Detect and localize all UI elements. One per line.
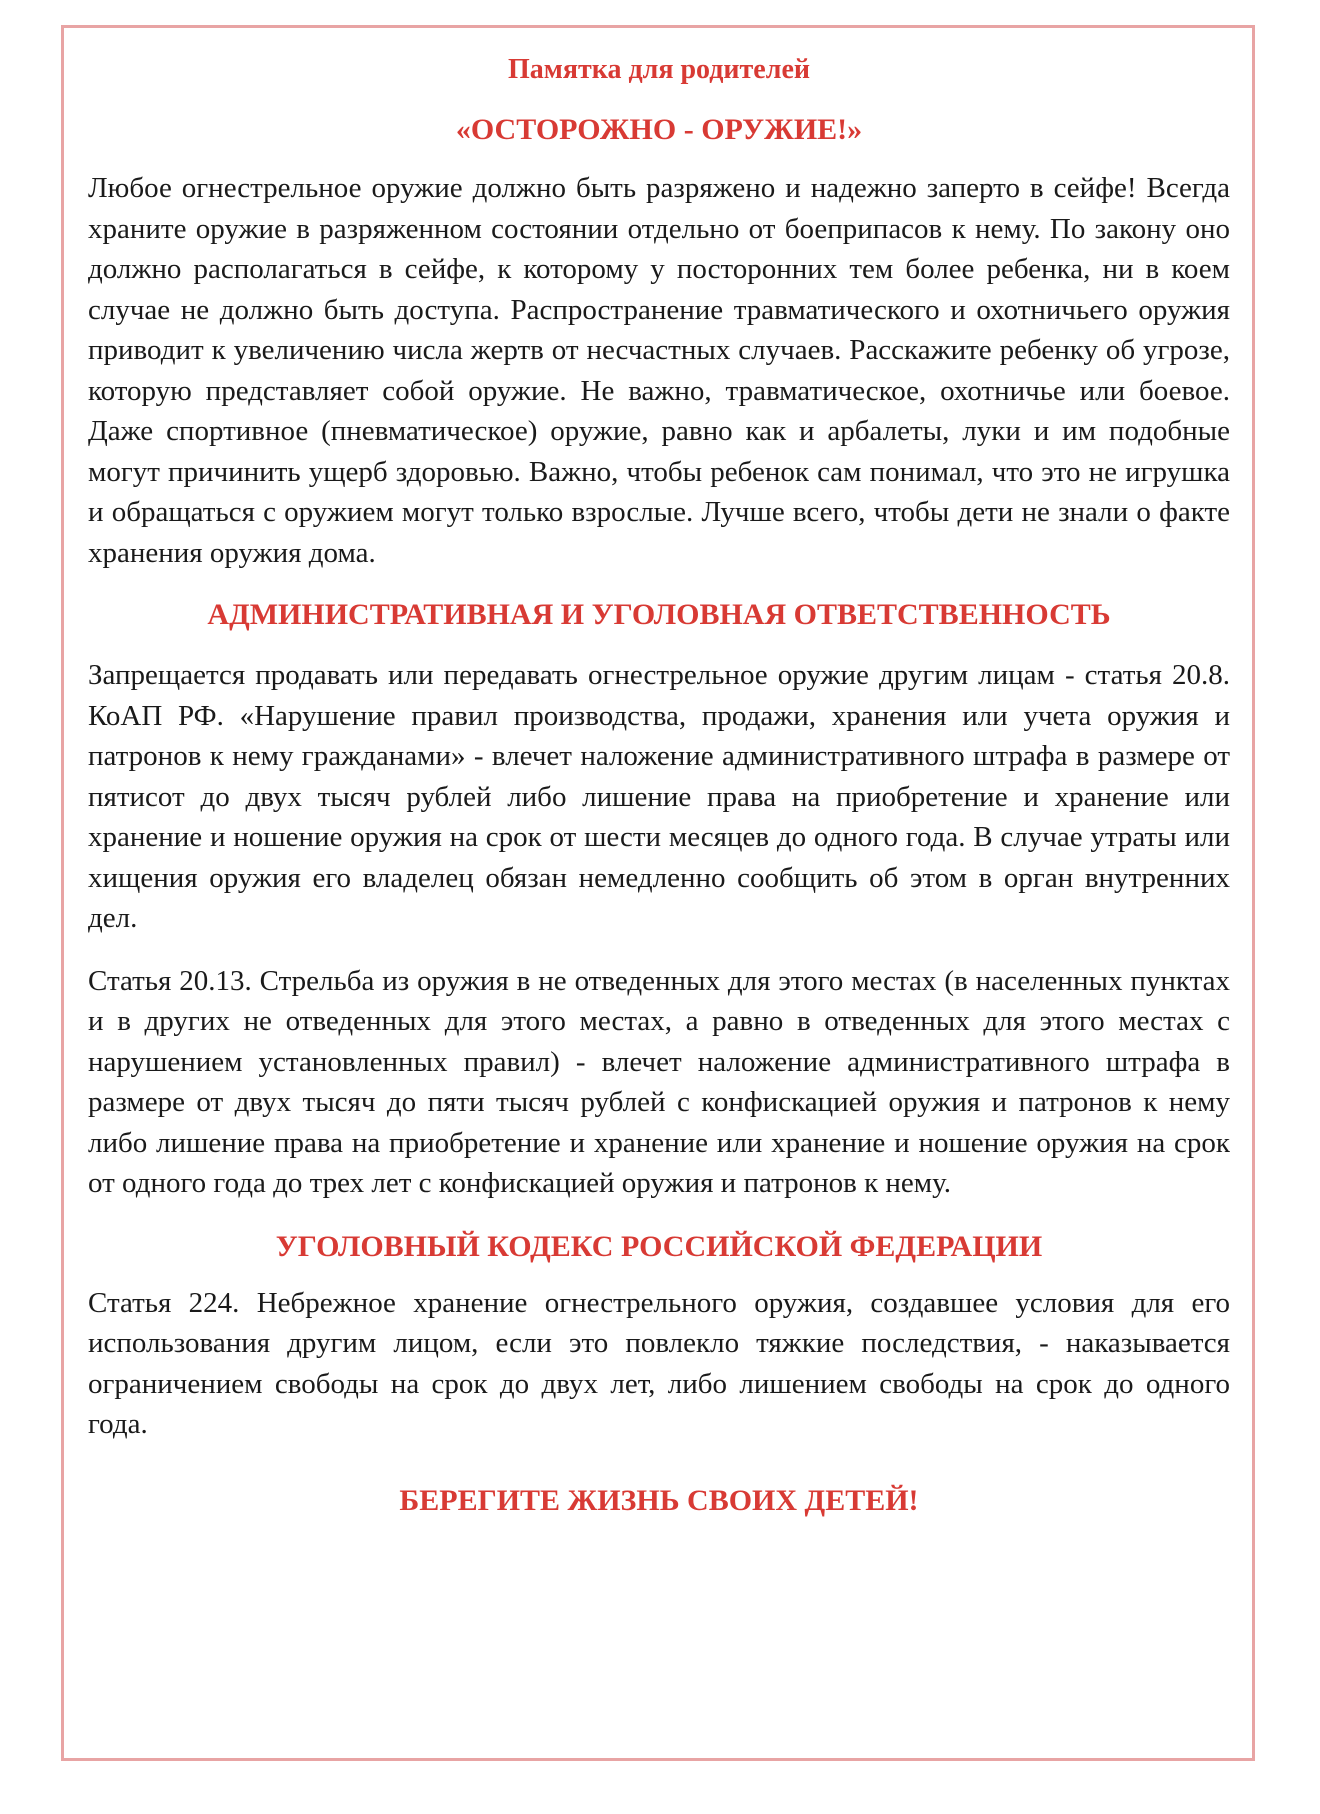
memo-title: «ОСТОРОЖНО - ОРУЖИЕ!» <box>455 113 863 146</box>
intro-paragraph: Любое огнестрельное оружие должно быть разряжено и надежно заперто в сейфе! Всегда храните оружие в разряженном состоянии отдельно от боеприпасов к нему. По закону оно должно располагаться в сейфе, к которому у посторонних тем более ребенка, ни в коем случае не должно быть доступа. Распространение травматического и охотничьего оружия приводит к увеличению числа жертв от несчастных случаев. Расскажите ребенку об угрозе, которую представляет собой оружие. Не важно, травматическое, охотничье или боевое. Даже спортивное (пневматическое) оружие, равно как и арбалеты, луки и им подобные могут причинить ущерб здоровью. Важно, чтобы ребенок сам понимал, что это не игрушка и обращаться с оружием могут только взрослые. Лучше всего, чтобы дети не знали о факте хранения оружия дома. <box>88 172 1230 569</box>
admin-liability-heading: АДМИНИСТРАТИВНАЯ И УГОЛОВНАЯ ОТВЕТСТВЕННОСТЬ <box>207 598 1111 631</box>
criminal-code-heading: УГОЛОВНЫЙ КОДЕКС РОССИЙСКОЙ ФЕДЕРАЦИИ <box>275 1229 1043 1263</box>
closing-slogan: БЕРЕГИТЕ ЖИЗНЬ СВОИХ ДЕТЕЙ! <box>399 1483 919 1517</box>
memo-subtitle: Памятка для родителей <box>508 54 810 85</box>
criminal-article-224-paragraph: Статья 224. Небрежное хранение огнестрельного оружия, создавшее условия для его использования другим лицом, если это повлекло тяжкие последствия, - наказывается ограничением свободы на срок до двух лет, либо лишением свободы на срок до одного года. <box>88 1286 1230 1440</box>
memo-content <box>88 50 1230 1521</box>
admin-article-20-13-paragraph: Статья 20.13. Стрельба из оружия в не отведенных для этого местах (в населенных пунктах и в других не отведенных для этого местах, а равно в отведенных для этого местах с нарушением установленных правил) - влечет наложение административного штрафа в размере от двух тысяч до пяти тысяч рублей с конфискацией оружия и патронов к нему либо лишение права на приобретение и хранение или хранение и ношение оружия на срок от одного года до трех лет с конфискацией оружия и патронов к нему. <box>88 964 1230 1199</box>
admin-article-20-8-paragraph: Запрещается продавать или передавать огнестрельное оружие другим лицам - статья 20.8. КоАП РФ. «Нарушение правил производства, продажи, хранения или учета оружия и патронов к нему гражданами» - влечет наложение административного штрафа в размере от пятисот до двух тысяч рублей либо лишение права на приобретение и хранение или хранение и ношение оружия на срок от шести месяцев до одного года. В случае утраты или хищения оружия его владелец обязан немедленно сообщить об этом в орган внутренних дел. <box>88 659 1230 934</box>
